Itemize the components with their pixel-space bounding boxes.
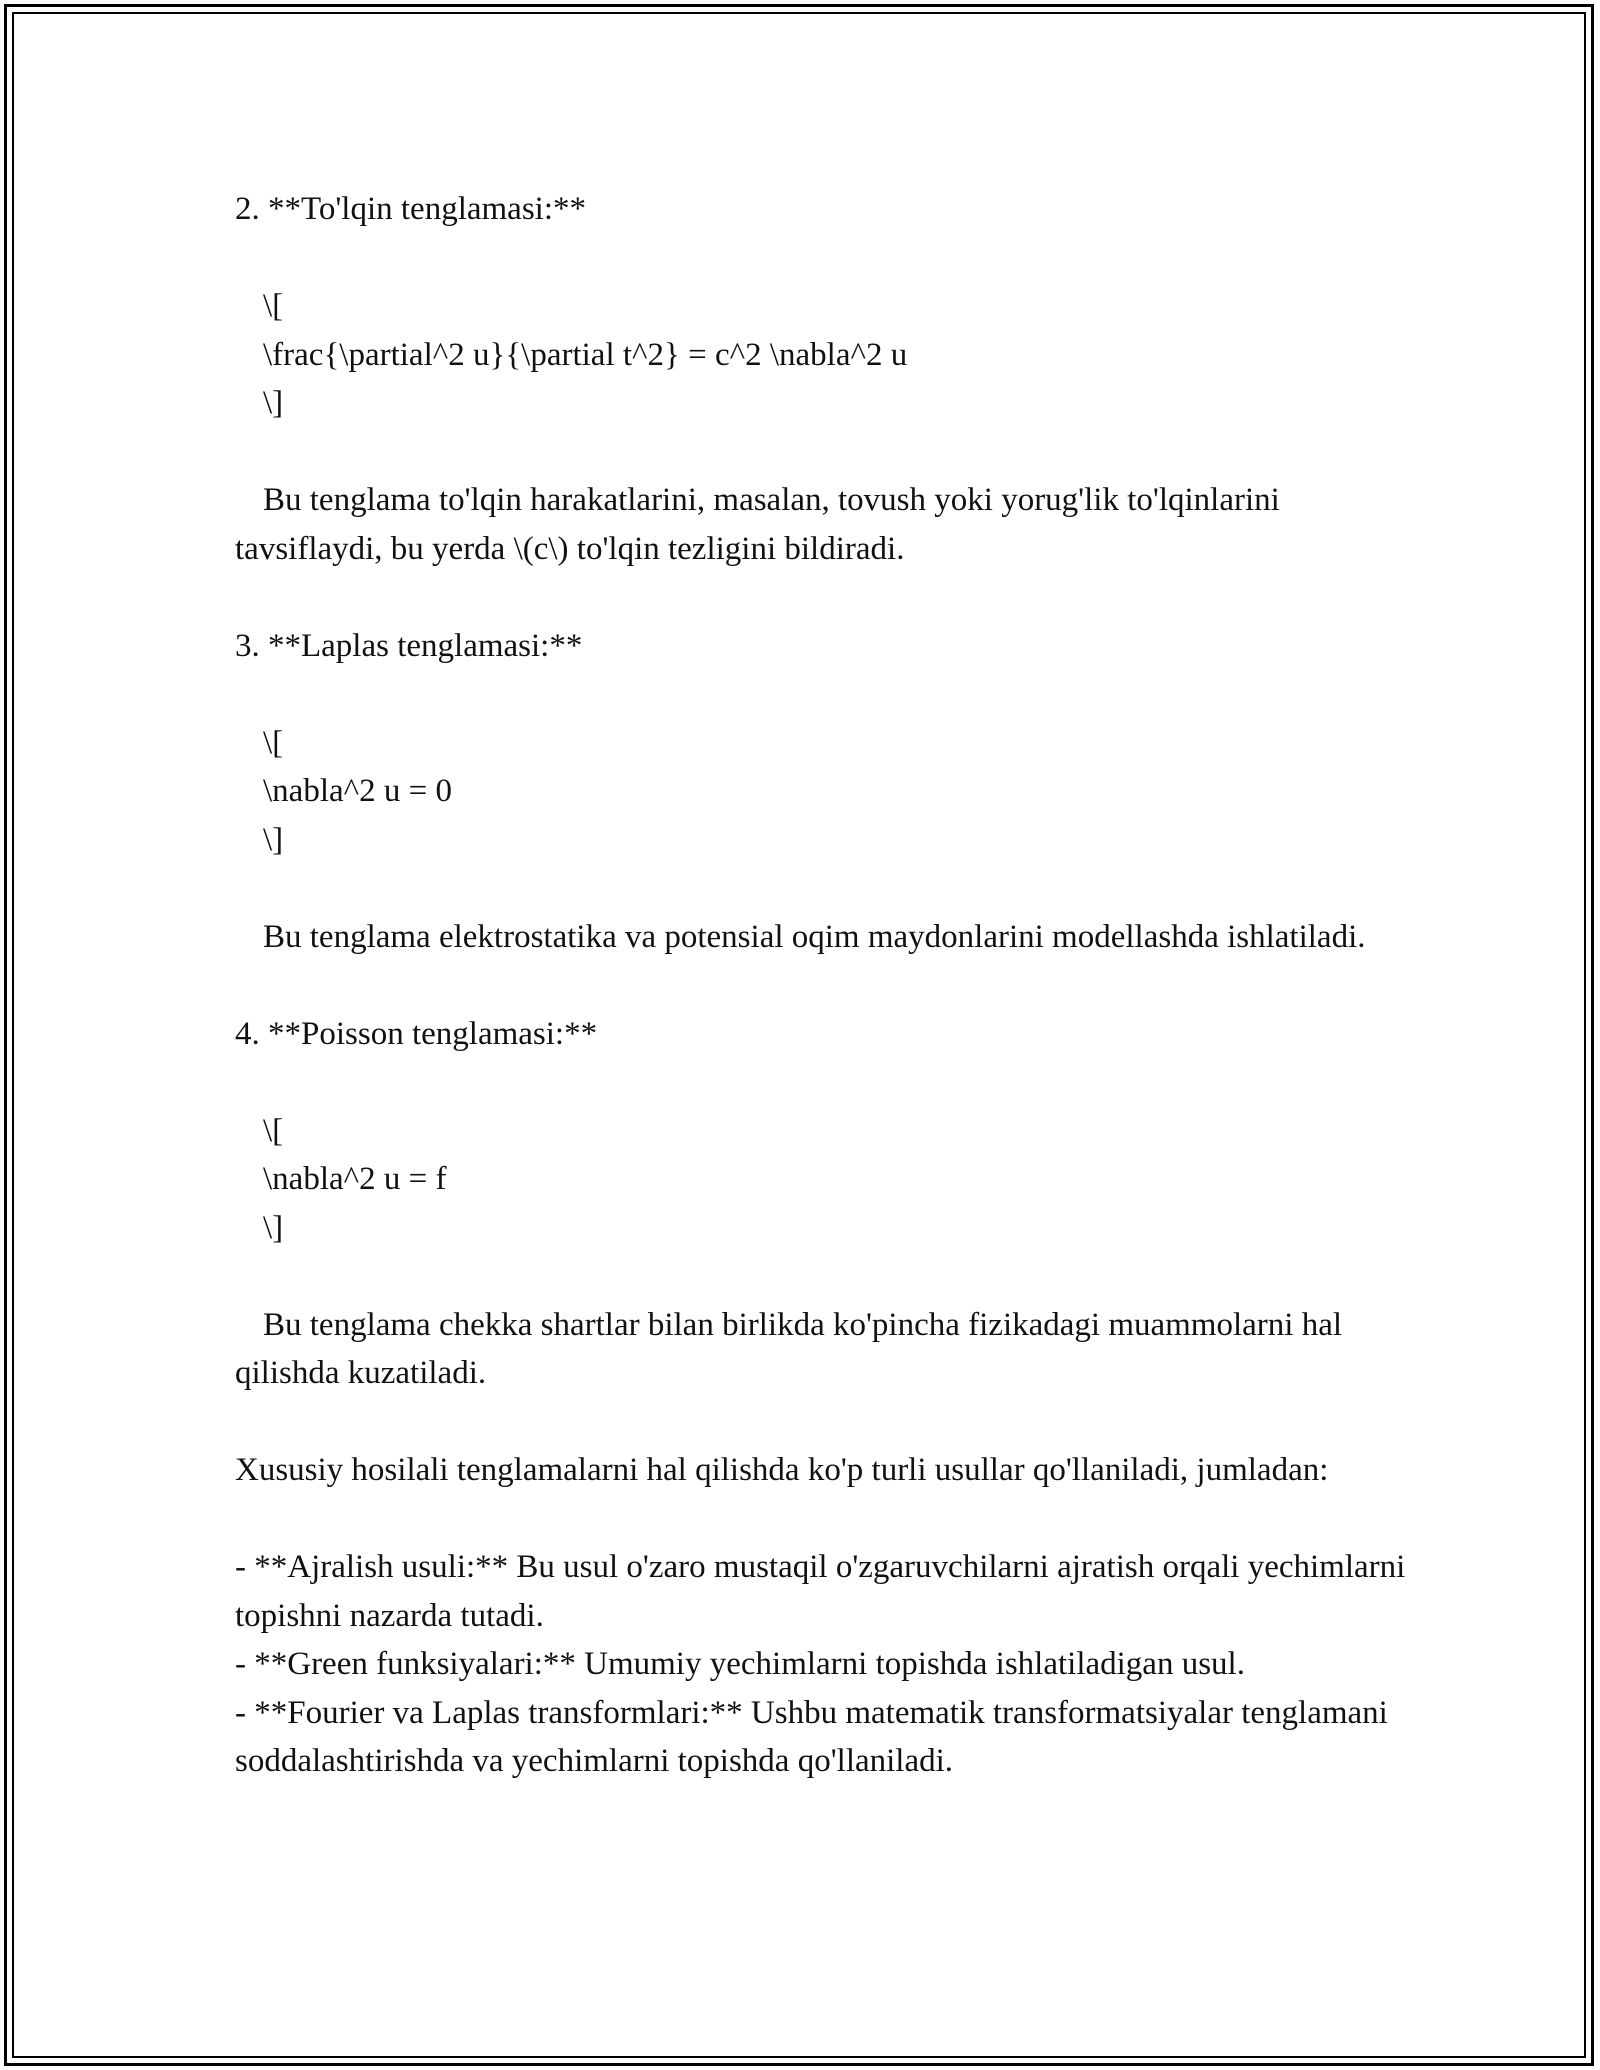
math-open: \[ bbox=[263, 724, 284, 761]
method-item-transforms: - **Fourier va Laplas transformlari:** Ushbu matematik transformatsiyalar tenglamani soddalashtirishda va yechimlarni topishda qo'llaniladi. bbox=[235, 1694, 1388, 1779]
wave-equation-formula: \frac{\partial^2 u}{\partial t^2} = c^2 \nabla^2 u bbox=[263, 336, 908, 373]
spacer bbox=[235, 428, 1415, 477]
method-item-green: - **Green funksiyalari:** Umumiy yechimlarni topishda ishlatiladigan usul. bbox=[235, 1646, 1245, 1682]
math-close: \] bbox=[263, 385, 284, 421]
math-open: \[ bbox=[263, 288, 284, 324]
spacer bbox=[235, 1252, 1415, 1301]
spacer bbox=[235, 961, 1415, 1010]
poisson-equation-description: Bu tenglama chekka shartlar bilan birlikda ko'pincha fizikadagi muammolarni hal qilishda kuzatiladi. bbox=[235, 1306, 1343, 1391]
math-open: \[ bbox=[263, 1112, 284, 1149]
spacer bbox=[235, 1495, 1415, 1544]
methods-intro: Xususiy hosilali tenglamalarni hal qilishda ko'p turli usullar qo'llaniladi, jumladan: bbox=[235, 1452, 1329, 1488]
spacer bbox=[235, 573, 1415, 622]
spacer bbox=[235, 670, 1415, 719]
spacer bbox=[235, 1398, 1415, 1447]
poisson-equation-formula: \nabla^2 u = f bbox=[263, 1161, 447, 1197]
laplace-equation-description: Bu tenglama elektrostatika va potensial oqim maydonlarini modellashda ishlatiladi. bbox=[263, 918, 1366, 955]
math-close: \] bbox=[263, 821, 284, 858]
spacer bbox=[235, 1058, 1415, 1107]
method-item-separation: - **Ajralish usuli:** Bu usul o'zaro mustaqil o'zgaruvchilarni ajratish orqali yechimlarni topishni nazarda tutadi. bbox=[235, 1549, 1406, 1634]
laplace-equation-formula: \nabla^2 u = 0 bbox=[263, 773, 452, 809]
math-close: \] bbox=[263, 1209, 284, 1246]
spacer bbox=[235, 864, 1415, 913]
poisson-equation-heading: 4. **Poisson tenglamasi:** bbox=[235, 1015, 598, 1052]
spacer bbox=[235, 234, 1415, 283]
laplace-equation-heading: 3. **Laplas tenglamasi:** bbox=[235, 627, 583, 664]
wave-equation-heading: 2. **To'lqin tenglamasi:** bbox=[235, 191, 587, 227]
wave-equation-description: Bu tenglama to'lqin harakatlarini, masalan, tovush yoki yorug'lik to'lqinlarini tavsiflaydi, bu yerda \(c\) to'lqin tezligini bildiradi. bbox=[235, 482, 1280, 567]
document-body bbox=[235, 185, 1415, 1786]
